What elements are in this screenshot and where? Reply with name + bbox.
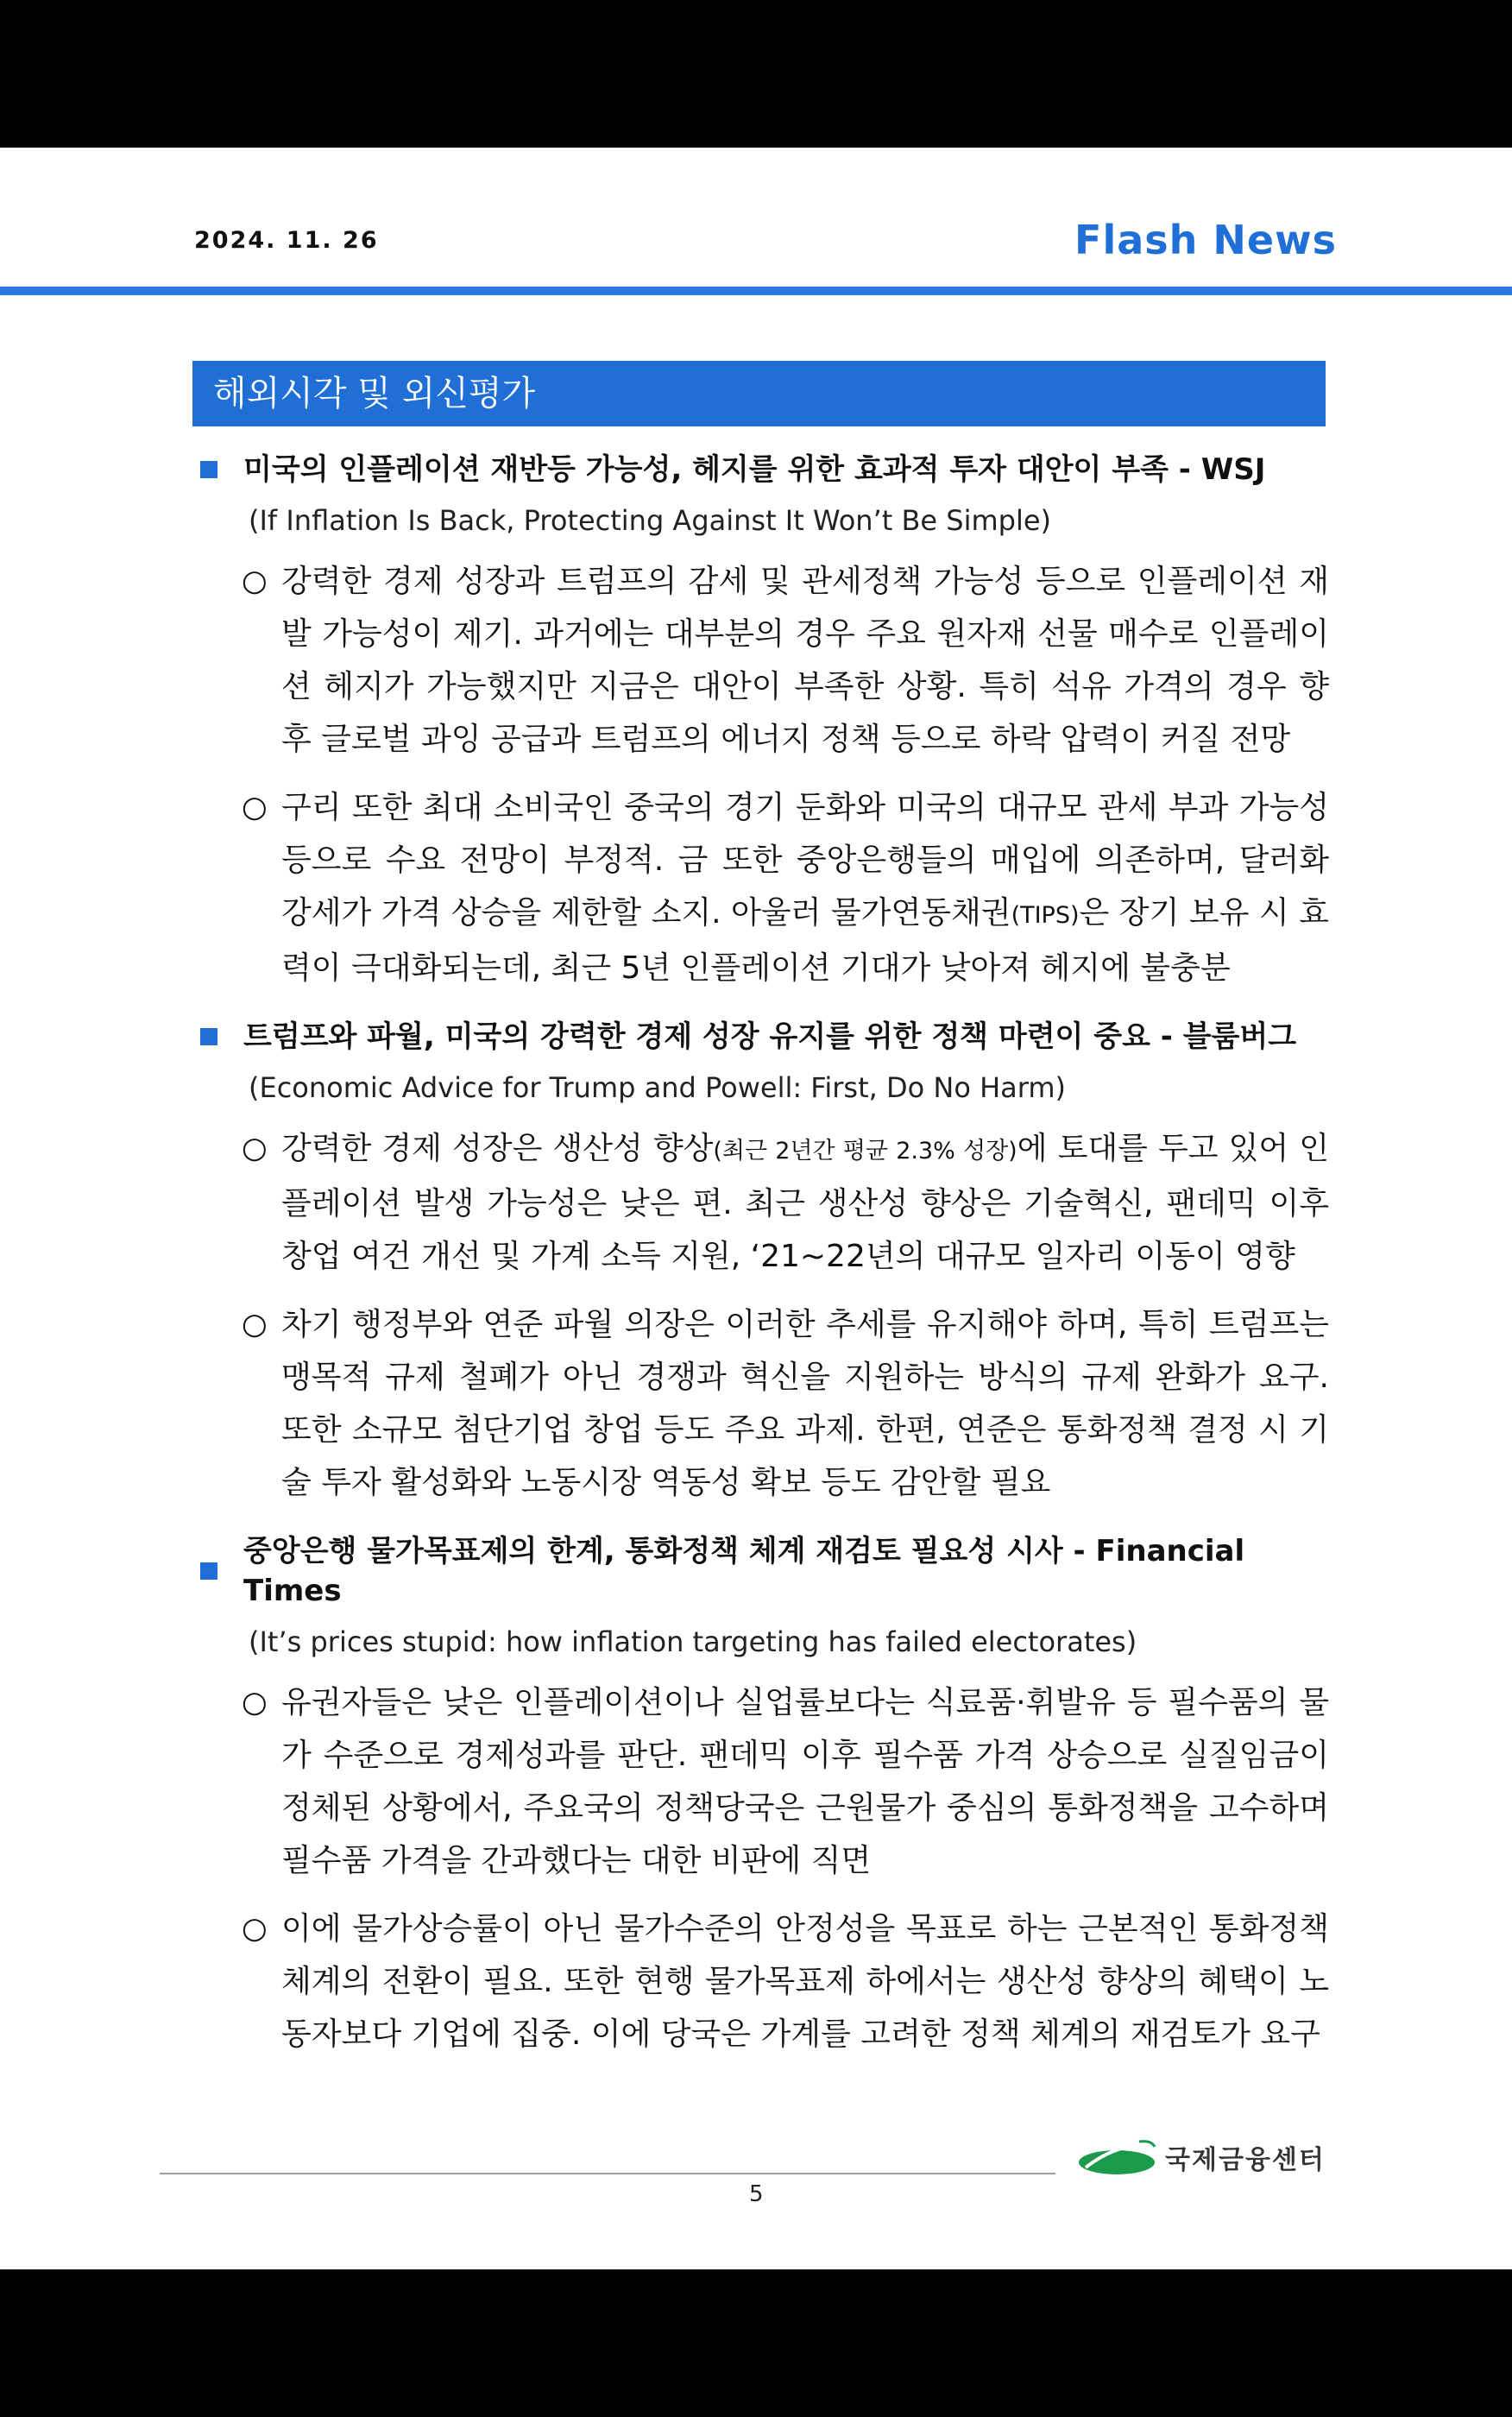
article-headline: 미국의 인플레이션 재반등 가능성, 헤지를 위한 효과적 투자 대안이 부족 - WSJ bbox=[243, 452, 1266, 487]
bullet-item bbox=[200, 1676, 1329, 1887]
footer-divider bbox=[160, 2173, 1055, 2174]
header-divider bbox=[0, 287, 1512, 295]
publication-date: 2024. 11. 26 bbox=[194, 227, 379, 254]
bullet-text: 차기 행정부와 연준 파월 의장은 이러한 추세를 유지해야 하며, 특히 트럼프는 맹목적 규제 철폐가 아닌 경쟁과 혁신을 지원하는 방식의 규제 완화가 요구. 또한 소규모 첨단기업 창업 등도 주요 과제. 한편, 연준은 통화정책 결정 시 기술 투자 활성화와 노동시장 역동성 확보 등도 감안할 필요 bbox=[281, 1307, 1329, 1500]
brand-title: Flash News bbox=[1074, 217, 1337, 263]
bullet-text-part: 강력한 경제 성장은 생산성 향상 bbox=[281, 1131, 714, 1166]
logo-mark-icon bbox=[1077, 2138, 1156, 2176]
page-number: 5 bbox=[749, 2181, 764, 2207]
bullet-text-note: (TIPS) bbox=[1011, 902, 1080, 929]
article-subtitle: (It’s prices stupid: how inflation targeting has failed electorates) bbox=[249, 1625, 1137, 1658]
organization-logo bbox=[1077, 2138, 1326, 2176]
article-headline: 트럼프와 파월, 미국의 강력한 경제 성장 유지를 위한 정책 마련이 중요 - 블룸버그 bbox=[243, 1019, 1297, 1054]
bullet-text-part: 구리 또한 최대 소비국인 중국의 경기 둔화와 미국의 대규모 관세 부과 가능성 등으로 수요 전망이 부정적. 금 또한 중앙은행들의 매입에 의존하며, 달러화 강세가 가격 상승을 제한할 소지. 아울러 물가연동채권 bbox=[281, 790, 1329, 931]
circle-bullet-icon: ○ bbox=[242, 1131, 268, 1165]
square-bullet-icon bbox=[200, 1562, 217, 1580]
bullet-text-note: (최근 2년간 평균 2.3% 성장) bbox=[713, 1138, 1017, 1164]
bullet-text-part: 은 장기 보유 시 효력이 극대화되는데, 최근 5년 인플레이션 기대가 낮아져 헤지에 불충분 bbox=[281, 895, 1329, 986]
document-page bbox=[0, 148, 1512, 2269]
article-wsj bbox=[200, 450, 1329, 994]
circle-bullet-icon: ○ bbox=[242, 1685, 268, 1720]
circle-bullet-icon: ○ bbox=[242, 564, 268, 598]
bullet-text: 이에 물가상승률이 아닌 물가수준의 안정성을 목표로 하는 근본적인 통화정책 체계의 전환이 필요. 또한 현행 물가목표제 하에서는 생산성 향상의 혜택이 노동자보다 기업에 집중. 이에 당국은 가계를 고려한 정책 체계의 재검토가 요구 bbox=[281, 1911, 1329, 2052]
square-bullet-icon bbox=[200, 461, 217, 478]
article-bloomberg bbox=[200, 1017, 1329, 1509]
article-headline-row bbox=[200, 450, 1329, 489]
bullet-item bbox=[200, 1298, 1329, 1509]
article-headline-row bbox=[200, 1531, 1329, 1611]
square-bullet-icon bbox=[200, 1028, 217, 1045]
article-headline-row bbox=[200, 1017, 1329, 1057]
article-list bbox=[200, 450, 1329, 2083]
circle-bullet-icon: ○ bbox=[242, 1307, 268, 1341]
bullet-item bbox=[200, 555, 1329, 766]
bullet-item bbox=[200, 1903, 1329, 2060]
bullet-item bbox=[200, 1122, 1329, 1283]
bullet-text bbox=[281, 1122, 1329, 1283]
bullet-text: 유권자들은 낮은 인플레이션이나 실업률보다는 식료품·휘발유 등 필수품의 물가 수준으로 경제성과를 판단. 팬데믹 이후 필수품 가격 상승으로 실질임금이 정체된 상황에서, 주요국의 정책당국은 근원물가 중심의 통화정책을 고수하며 필수품 가격을 간과했다는 대한 비판에 직면 bbox=[281, 1685, 1329, 1878]
article-subtitle: (Economic Advice for Trump and Powell: First, Do No Harm) bbox=[249, 1071, 1066, 1104]
section-title: 해외시각 및 외신평가 bbox=[192, 361, 1326, 426]
bullet-text-part: 에 토대를 두고 있어 인플레이션 발생 가능성은 낮은 편. 최근 생산성 향상은 기술혁신, 팬데믹 이후 창업 여건 개선 및 가계 소득 지원, ‘21~22년의 대규모 일자리 이동이 영향 bbox=[281, 1131, 1329, 1274]
article-ft bbox=[200, 1531, 1329, 2060]
bullet-item bbox=[200, 781, 1329, 994]
circle-bullet-icon: ○ bbox=[242, 790, 268, 824]
logo-text: 국제금융센터 bbox=[1165, 2145, 1326, 2175]
bullet-text bbox=[281, 781, 1329, 994]
circle-bullet-icon: ○ bbox=[242, 1911, 268, 1946]
article-headline: 중앙은행 물가목표제의 한계, 통화정책 체계 재검토 필요성 시사 - Financial Times bbox=[243, 1534, 1245, 1608]
bullet-text: 강력한 경제 성장과 트럼프의 감세 및 관세정책 가능성 등으로 인플레이션 재발 가능성이 제기. 과거에는 대부분의 경우 주요 원자재 선물 매수로 인플레이션 헤지가 가능했지만 지금은 대안이 부족한 상황. 특히 석유 가격의 경우 향후 글로벌 과잉 공급과 트럼프의 에너지 정책 등으로 하락 압력이 커질 전망 bbox=[281, 564, 1329, 757]
article-subtitle: (If Inflation Is Back, Protecting Against It Won’t Be Simple) bbox=[249, 504, 1052, 537]
